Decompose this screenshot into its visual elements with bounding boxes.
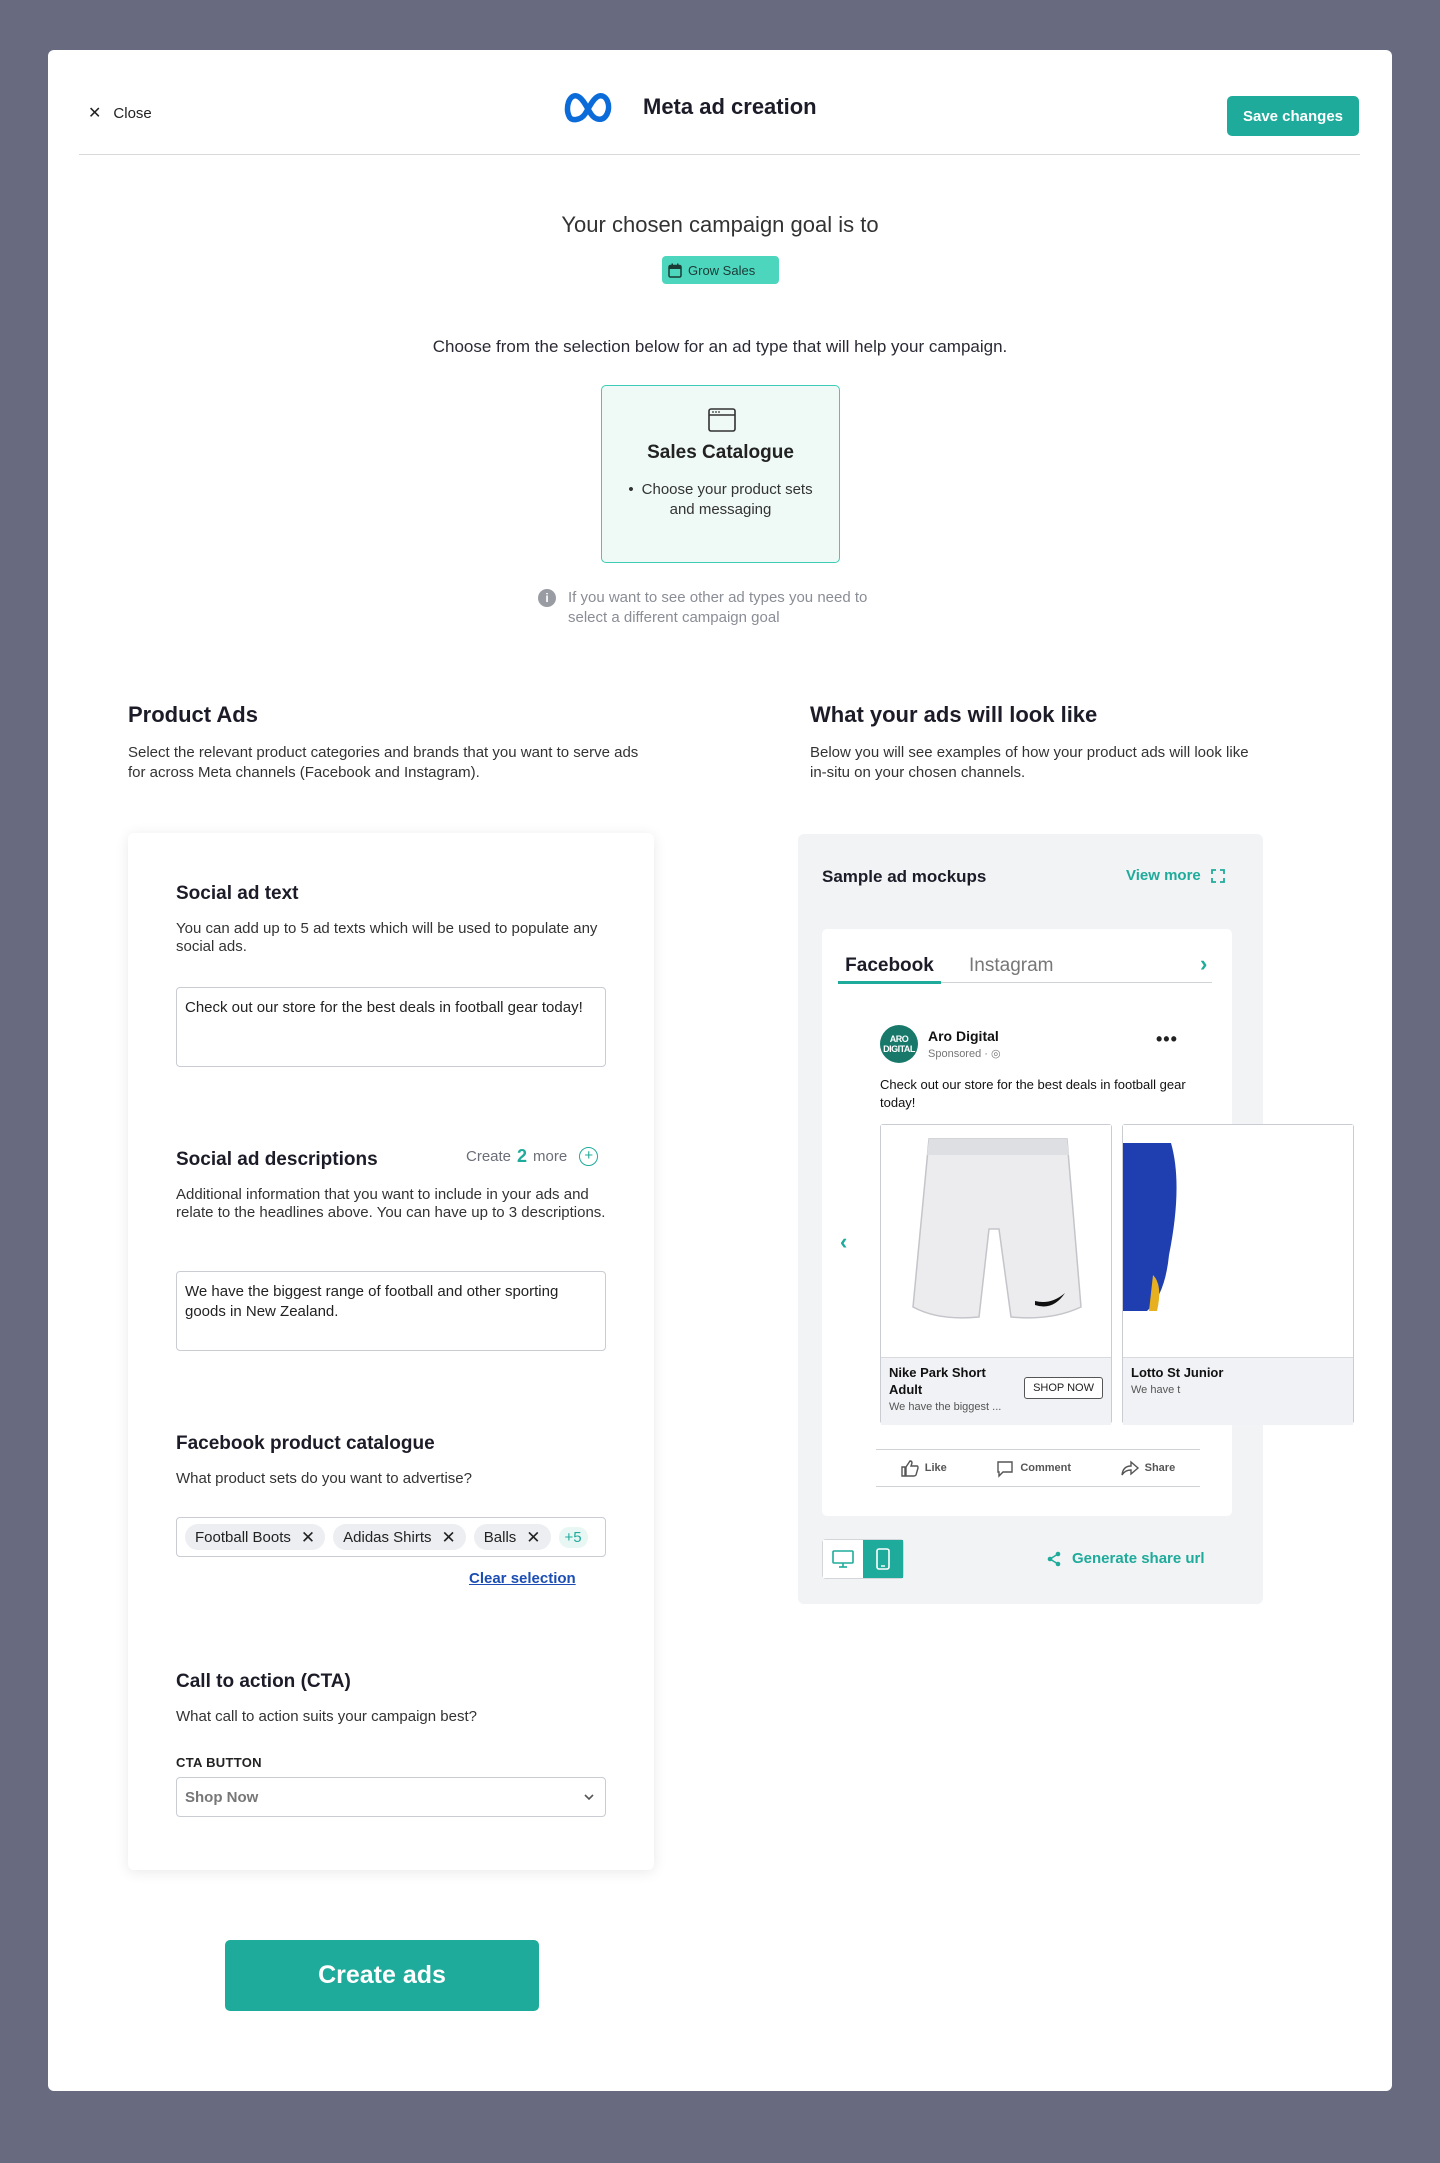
share-action[interactable] (1121, 1460, 1176, 1477)
header-brand (563, 90, 817, 124)
remove-tag-icon[interactable]: ✕ (526, 1527, 541, 1547)
product-carousel (880, 929, 1224, 1449)
expand-icon (1211, 869, 1225, 883)
remove-tag-icon[interactable]: ✕ (300, 1527, 316, 1547)
globe-icon: ◎ (990, 1048, 1001, 1060)
ad-text-description: You can add up to 5 ad texts which will be used to populate any social ads. (176, 920, 598, 955)
product-ads-title: Product Ads (128, 702, 258, 727)
ad-type-card-bullets (622, 480, 819, 520)
ad-description-input[interactable]: We have the biggest range of football and other sporting goods in New Zealand. (176, 1271, 606, 1351)
goal-badge (662, 256, 779, 284)
product-desc: We have the biggest ... (889, 1401, 1002, 1413)
comment-icon (996, 1460, 1014, 1477)
share-label: Share (1144, 1462, 1176, 1474)
close-button[interactable] (88, 105, 152, 122)
ad-text-input[interactable]: Check out our store for the best deals in football gear today! (176, 987, 606, 1067)
avatar: ARO DIGITAL (880, 1025, 918, 1063)
catalogue-description: What product sets do you want to advertise? (176, 1470, 472, 1487)
more-options-icon[interactable]: ••• (1156, 1029, 1178, 1049)
ad-creation-modal (48, 50, 1392, 2091)
jersey-image (1123, 1125, 1355, 1357)
tag-label: Balls (483, 1528, 517, 1546)
create-more-descriptions[interactable] (466, 1146, 598, 1167)
share-icon (1046, 1551, 1062, 1567)
preview-section-title: What your ads will look like (810, 702, 1098, 727)
ad-descriptions-heading: Social ad descriptions (176, 1149, 378, 1170)
create-more-suffix: more (533, 1148, 568, 1165)
mobile-view-button[interactable] (863, 1540, 903, 1578)
cta-select[interactable] (176, 1777, 606, 1817)
create-ads-button[interactable]: Create ads (225, 1940, 539, 2011)
share-arrow-icon (1121, 1460, 1139, 1477)
tag-label: Adidas Shirts (343, 1528, 432, 1546)
tag-label: Football Boots (195, 1528, 291, 1546)
tab-instagram[interactable]: Instagram (969, 955, 1054, 976)
ad-type-instruction: Choose from the selection below for an ad type that will help your campaign. (432, 337, 1008, 356)
calendar-icon (668, 263, 682, 278)
chevron-down-icon (583, 1793, 595, 1801)
product-set-tag (333, 1524, 466, 1550)
header-divider (79, 154, 1360, 155)
device-toggle (822, 1539, 904, 1579)
carousel-card[interactable] (880, 1124, 1112, 1424)
ad-type-card-sales-catalogue[interactable] (601, 385, 840, 563)
meta-logo-icon (563, 90, 613, 124)
clear-selection-link[interactable]: Clear selection (469, 1570, 576, 1587)
carousel-card[interactable] (1122, 1124, 1354, 1424)
product-ads-description: Select the relevant product categories and brands that you want to serve ads for across Meta channels (Facebook and Instagram). (128, 744, 639, 781)
product-title: Nike Park Short Adult (889, 1365, 986, 1397)
create-more-prefix: Create (466, 1148, 512, 1165)
page-title: Meta ad creation (643, 94, 817, 119)
product-set-tag (474, 1524, 551, 1550)
product-ads-form (128, 833, 654, 1870)
remove-tag-icon[interactable]: ✕ (441, 1527, 456, 1547)
mockups-heading: Sample ad mockups (822, 867, 987, 886)
cta-field-label: CTA BUTTON (176, 1755, 262, 1770)
carousel-card-footer (1123, 1357, 1353, 1425)
post-copy: Check out our store for the best deals in football gear today! (880, 1077, 1186, 1110)
product-desc: We have t (1131, 1384, 1181, 1396)
tabs-chevron-right-icon[interactable]: › (1200, 951, 1208, 976)
view-more-label: View more (1126, 867, 1201, 884)
shorts-image (881, 1125, 1113, 1357)
generate-share-url-button[interactable] (1046, 1550, 1205, 1567)
goal-badge-label: Grow Sales (688, 262, 756, 278)
carousel-prev-icon[interactable]: ‹ (840, 1229, 848, 1254)
close-label: Close (113, 105, 152, 122)
ad-mockup-panel (798, 834, 1263, 1604)
create-more-count: 2 (517, 1146, 528, 1166)
add-circle-icon[interactable]: + (579, 1147, 598, 1166)
view-more-button[interactable] (1126, 867, 1225, 884)
tab-facebook[interactable]: Facebook (838, 947, 941, 984)
thumbs-up-icon (901, 1460, 919, 1477)
mobile-icon (876, 1548, 890, 1570)
product-image (1123, 1125, 1353, 1357)
close-icon: ✕ (88, 104, 102, 122)
browser-window-icon (708, 408, 736, 432)
info-icon: i (538, 589, 556, 607)
preview-section-description: Below you will see examples of how your product ads will look like in-situ on your chosen channels. (810, 744, 1249, 781)
product-set-tag (185, 1524, 325, 1550)
ad-type-card-bullet: • Choose your product sets and messaging (622, 480, 819, 520)
product-title: Lotto St Junior (1131, 1365, 1224, 1380)
share-url-label: Generate share url (1072, 1550, 1205, 1567)
product-image (881, 1125, 1111, 1357)
goal-intro: Your chosen campaign goal is to (561, 212, 879, 237)
ad-type-card-title: Sales Catalogue (647, 442, 794, 463)
post-page-name: Aro Digital (928, 1028, 999, 1044)
desktop-icon (832, 1550, 854, 1568)
cta-selected-value: Shop Now (185, 1788, 259, 1806)
ad-text-heading: Social ad text (176, 883, 299, 904)
comment-label: Comment (1020, 1462, 1072, 1474)
save-changes-button[interactable]: Save changes (1227, 96, 1359, 136)
cta-heading: Call to action (CTA) (176, 1671, 351, 1692)
shop-now-button[interactable]: SHOP NOW (1024, 1377, 1103, 1399)
ad-descriptions-description: Additional information that you want to include in your ads and relate to the headlines above. You can have up to 3 descriptions. (176, 1186, 606, 1221)
ad-type-info-note (538, 588, 893, 628)
info-note-text: If you want to see other ad types you need to select a different campaign goal (568, 589, 868, 626)
post-actions-bar (876, 1449, 1200, 1487)
catalogue-heading: Facebook product catalogue (176, 1433, 435, 1454)
desktop-view-button[interactable] (823, 1540, 863, 1578)
like-label: Like (924, 1462, 947, 1474)
product-sets-multiselect[interactable] (176, 1517, 606, 1557)
more-tags-badge[interactable]: +5 (559, 1527, 588, 1548)
facebook-mockup (822, 929, 1232, 1516)
sponsored-label: Sponsored · (928, 1048, 991, 1060)
like-action[interactable] (901, 1460, 947, 1477)
comment-action[interactable] (996, 1460, 1071, 1477)
cta-description: What call to action suits your campaign best? (176, 1708, 477, 1725)
